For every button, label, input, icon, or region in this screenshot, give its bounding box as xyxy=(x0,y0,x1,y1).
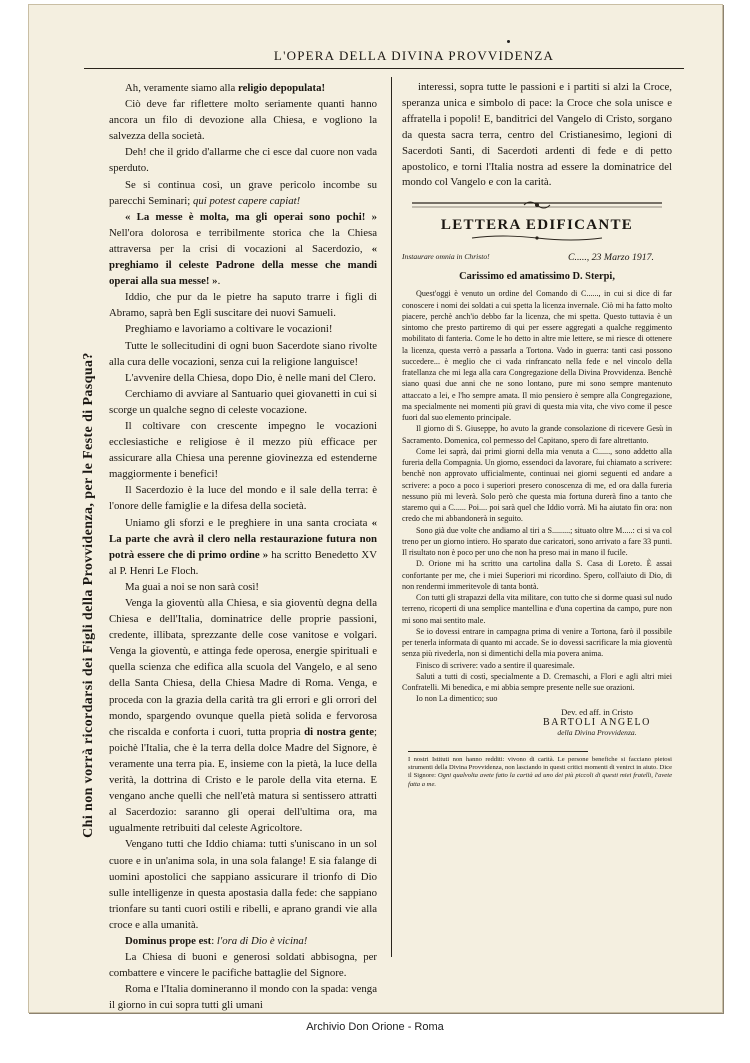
footnote-rule xyxy=(408,751,588,752)
left-paragraph xyxy=(109,595,377,836)
text-run: Uniamo gli sforzi e le preghiere in una santa crociata xyxy=(125,516,372,529)
section-ornament xyxy=(412,199,662,213)
text-run: La Chiesa di buoni e generosi soldati abbisogna, per combattere e vincere le pacifiche battaglie del Signore. xyxy=(109,951,377,980)
footnote-text: I nostri Istituti non hanno redditi: vivono di carità. Le persone benefiche si facciano pietosi strumenti della Divina Provvidenza, non lasciando in questi critici momenti di venirci in aiuto. Dice il Signore: xyxy=(408,755,672,780)
letter-paragraph: Quest'oggi è venuto un ordine del Comando di C......, in cui si dice di far conoscere i nomi dei soldati a cui spetta la licenza invernale. Ciò mi ha fatto molto piacere, perchè anch'io debbo far la licenza, che mi spetta. Questo tuttavia è un sintomo che presto partiremo di qui per essere aggregati a qualche reggimento mobilitato di fanteria. Come le ho detto in altre mie lettere, se mi riesce di ottenere la licenza, questa verrò a passarla a Tortona. Vado in guerra: tanti casi possono succedere... è meglio che ci vada rinfrancato nella fede e nel vincolo della fratellanza che mi lega alla cara Congregazione della Divina Provvidenza. Benchè siano quasi due anni che ne sono lontano, pure mi sono sempre mantenuto attaccato a lei, e l'ho sempre amata. Il mio pensiero è sempre alla Congregazione, ma specialmente nei momenti più gravi di questa mia vita, che vivo come il pesce fuori dal suo elemento principale. xyxy=(402,289,672,423)
left-paragraph xyxy=(109,370,377,386)
running-header: L'OPERA DELLA DIVINA PROVVIDENZA xyxy=(273,48,555,63)
text-run: « La messe è molta, ma gli operai sono pochi! » xyxy=(125,210,377,223)
text-run: L'avvenire della Chiesa, dopo Dio, è nelle mani del Clero. xyxy=(125,371,376,384)
text-run: di nostra gente xyxy=(304,725,374,738)
letter-paragraph: Sono già due volte che andiamo al tiri a S.........; situato oltre M.....: ci si va col treno per un giorno intiero. Ho sparato due caricatori, sono arrivato a fare 33 punti. Il risultato non è poco per uno che non ha preso mai in mano il fucile. xyxy=(402,525,672,558)
text-run: Cerchiamo di avviare al Santuario quei giovanetti in cui si scorge un qualche segno di celeste vocazione. xyxy=(109,387,377,416)
footnote-quote: Ogni qualvolta avete fatto la carità ad uno dei più piccoli di questi miei fratelli, l'avete fatta a me. xyxy=(408,772,672,788)
left-paragraph xyxy=(109,482,377,514)
letter-paragraph: Come lei saprà, dai primi giorni della mia venuta a C......, sono addetto alla fureria della Compagnia. Un giorno, essendoci da lavorare, fui chiamato a scrivere: benchè non approvato ufficialmente, continuai nei giorni seguenti ed andare a scrivere: a poco a poco i superiori presero conoscenza di me, ed ora dalla fureria nessuno più mi leverà. Solo però che questa mia fortuna durerà fino a tanto che staremo qui a C...... Poi.... poi sarà quel che Iddio vorrà. Mi ha aiutato fin ora: non credo che mi abbandonerà in seguito. xyxy=(402,446,672,524)
letter-date: C....., 23 Marzo 1917. xyxy=(567,252,654,264)
left-paragraph xyxy=(109,933,377,949)
letter-title: LETTERA EDIFICANTE xyxy=(440,217,634,234)
newspaper-page xyxy=(28,4,723,1013)
text-run: Il coltivare con crescente impegno le vocazioni ecclesiastiche e religiose è il mezzo più efficace per assicurare alla Chiesa una perenne giovinezza ed estenderne maggiormente i benefici! xyxy=(109,419,377,481)
letter-paragraph: Io non La dimentico; suo xyxy=(416,694,498,704)
text-run: Il Sacerdozio è la luce del mondo e il sale della terra: è l'onore delle famiglie e la difesa della società. xyxy=(109,484,377,513)
left-paragraph xyxy=(109,579,377,595)
left-paragraph xyxy=(109,144,377,176)
text-run: religio depopulata! xyxy=(238,82,326,94)
title-flourish xyxy=(472,234,602,242)
left-paragraph xyxy=(109,321,377,337)
text-run: Venga la gioventù alla Chiesa, e sia gioventù degna della Chiesa e dell'Italia, dominatrice delle proprie passioni, credente, illibata, sprezzante delle cose vanitose e volgari. Venga la gioventù, e attinga fede operosa, energie spirituali e quella scienza che edifica alla scuola del Vangelo, e al seno della Santa Chiesa, della Chiesa Madre di Roma. Venga, e proceda con la grazia della carità tra gli errori e gli orrori del mondo, spargendo ovunque quella pietà solida e fervorosa che riscalda e conforta i cuori, tutta propria xyxy=(109,597,377,738)
letter-salutation: Carissimo ed amatissimo D. Sterpi, xyxy=(459,271,615,283)
footnote xyxy=(402,756,672,790)
left-paragraph xyxy=(109,177,377,209)
text-run: Preghiamo e lavoriamo a coltivare le vocazioni! xyxy=(125,323,333,336)
text-run: Ah, veramente siamo alla xyxy=(125,82,239,94)
letter-meta xyxy=(402,252,672,263)
letter-motto: Instaurare omnia in Christo! xyxy=(402,252,490,262)
text-run: Deh! che il grido d'allarme che ci esce dal cuore non vada sperduto. xyxy=(109,146,377,175)
ink-dot xyxy=(507,40,510,43)
left-paragraph xyxy=(109,981,377,1013)
left-paragraph xyxy=(109,418,377,482)
letter-paragraph: Se io dovessi entrare in campagna prima di venire a Tortona, farò il possibile per tenerla informata di quanto mi accade. Se io dovessi sacrificare la mia gioventù senza più rivederla, non si dimentichi della mia povera anima. xyxy=(402,626,672,659)
text-run: Tutte le sollecitudini di ogni buon Sacerdote siano rivolte alla cura delle vocazioni, senza cui la religione languisce! xyxy=(109,339,377,368)
text-run: Ciò deve far riflettere molto seriamente quanti hanno ancora un filo di devozione alla Chiesa, e vogliono la salvezza della società. xyxy=(109,98,377,143)
left-column xyxy=(109,80,378,1012)
text-run: « preghiamo il celeste Padrone della messe che mandi operai alla sua messe! » xyxy=(109,242,377,288)
text-run: Nell'ora dolorosa e terribilmente storica che la Chiesa attraversa per la crisi di vocazioni al Sacerdozio, xyxy=(109,226,377,255)
text-run: ; poichè l'Italia, che è la terra della dolce Madre del Signore, è veramente una terra pia. E, insieme con la pietà, la luce della verità, la dottrina di Cristo e le parole della vita eterna. E vengano anche quelli che nell'età matura si sentissero attratti al Sacerdozio: saranno gli operai dell'ultima ora, ma ugualmente retribuiti dal celeste Agricoltore. xyxy=(109,725,377,835)
text-run: . xyxy=(217,275,221,288)
left-paragraph xyxy=(109,949,377,981)
article-continuation: interessi, sopra tutte le passioni e i partiti si alzi la Croce, speranza unica e simbolo di pace: la Croce che sola unisce e affratella i popoli! E, banditrici del Vangelo di Cristo, sorgano da questa sacra terra, centro del Cristianesimo, legioni di Sacerdoti Santi, di Sacerdoti ardenti di fede e di petto apostolico, e torni l'Italia nostra ad essere la dominatrice del mondo col Vangelo e con la carità. xyxy=(402,81,672,189)
left-paragraph xyxy=(109,96,377,144)
header-rule xyxy=(84,68,684,69)
text-run: Roma e l'Italia domineranno il mondo con la spada: venga il giorno in cui sopra tutti gli umani xyxy=(109,983,377,1012)
column-divider xyxy=(391,77,392,957)
left-paragraph xyxy=(109,338,377,370)
vertical-appeal-text: Chi non vorrà ricordarsi dei Figli della Provvidenza, per le Feste di Pasqua? xyxy=(81,352,96,838)
letter-body xyxy=(402,288,672,704)
text-run: Ma guai a noi se non sarà così! xyxy=(125,580,260,593)
text-run: ha scritto Benedetto XV al P. Henri Le Floch. xyxy=(109,548,378,577)
text-run: l'ora di Dio è vicina! xyxy=(216,934,308,947)
text-run: Se si continua così, un grave pericolo incombe su parecchi Seminari; xyxy=(109,178,377,207)
text-run: Vengano tutti che Iddio chiama: tutti s'uniscano in un sol cuore e in un'anima sola, in una sola falange! E sia falange di uomini apostolici che sappiano assicurare il trionfo di Dio sulle intelligenze in questa apostasia dalla fede: che sappiano trionfare su tanti cuori ostili e ribelli, e aprano grandi vie alla croce e alla umanità. xyxy=(109,838,377,931)
letter-closing: Dev. ed aff. in Cristo xyxy=(561,706,633,717)
left-paragraph xyxy=(109,289,377,321)
text-run: Dominus prope est xyxy=(125,934,212,947)
letter-paragraph: D. Orione mi ha scritto una cartolina dalla S. Casa di Loreto. È assai confortante per me, che i miei Superiori mi ricordino. Spero, coll'aiuto di Dio, di non rendermi immeritevole di tanta bontà. xyxy=(402,559,672,591)
left-paragraph xyxy=(109,209,377,289)
letter-paragraph: Il giorno di S. Giuseppe, ho avuto la grande consolazione di ricevere Gesù in Sacramento. Domenica, col permesso del Capitano, spero di fare altrettanto. xyxy=(402,424,672,445)
letter-signature: BARTOLI ANGELO xyxy=(542,716,651,728)
letter-paragraph: Finisco di scrivere: vado a sentire il quaresimale. xyxy=(416,660,575,670)
text-run: « La parte che avrà il clero nella restaurazione futura non potrà essere che di primo ordine » xyxy=(109,516,377,561)
text-run: : xyxy=(211,934,217,947)
left-paragraph xyxy=(109,836,377,933)
letter-signature-role: della Divina Provvidenza. xyxy=(557,727,637,737)
left-paragraph xyxy=(109,386,377,418)
right-column xyxy=(402,80,672,960)
archive-caption: Archivio Don Orione - Roma xyxy=(306,1021,444,1033)
letter-paragraph: Con tutti gli strapazzi della vita militare, con tutto che si dorme quasi sul nudo terreno, ricoperti di una semplice mantellina e d'una copertina da campo, pure non mi sono mai sentito male. xyxy=(402,593,672,625)
left-paragraph xyxy=(109,515,377,579)
left-paragraph xyxy=(109,80,377,96)
text-run: Iddio, che pur da le pietre ha saputo trarre i figli di Abramo, saprà ben Egli suscitare dei nuovi Samueli. xyxy=(109,291,377,320)
letter-paragraph: Saluti a tutti di costì, specialmente a D. Cremaschi, a Flori e agli altri miei Confratelli. Mi benedica, e mi abbia sempre presente nelle sue orazioni. xyxy=(402,671,672,693)
text-run: qui potest capere capiat! xyxy=(192,194,301,207)
